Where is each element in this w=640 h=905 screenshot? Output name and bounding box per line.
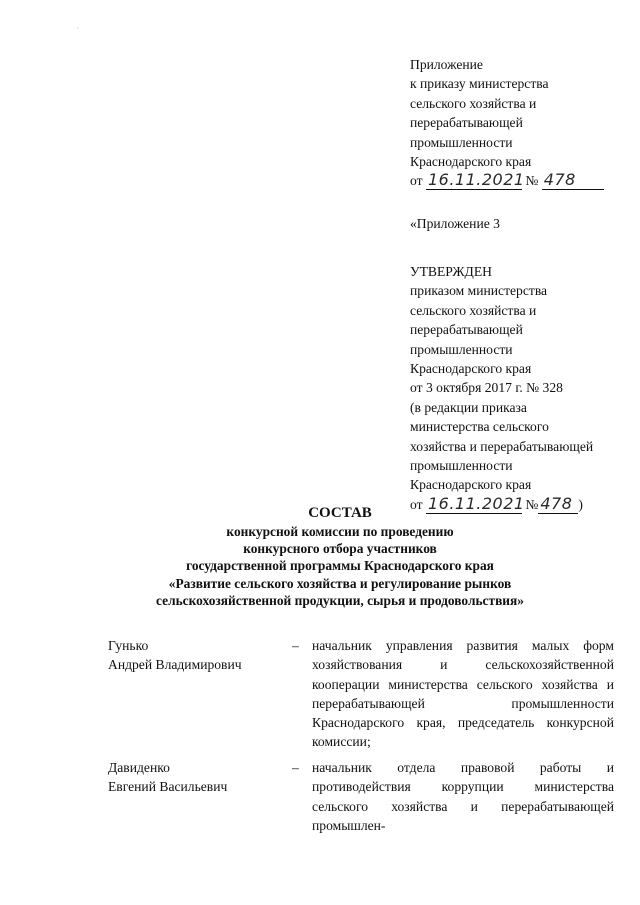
title-line: государственной программы Краснодарского края [186,558,494,574]
document-title [60,504,620,609]
approved-heading: УТВЕРЖДЕН [410,264,492,279]
number-label: № [525,173,539,189]
appendix-header-line: сельского хозяйства и [410,95,537,111]
member-given-name: Евгений Васильевич [108,779,228,795]
handwritten-date: 16.11.2021 [427,170,525,190]
appendix-reference-text: «Приложение 3 [410,216,500,231]
title-main: СОСТАВ [308,505,372,521]
appendix-header-line: к приказу министерства [410,76,549,92]
approved-line: (в редакции приказа [410,399,527,415]
approved-line: хозяйства и перерабатывающей [410,438,594,454]
member-name [108,758,278,797]
approved-line: промышленности [410,341,513,357]
member-description: начальник управления развития малых форм хозяйствования и сельскохозяйственной кооперации министерства сельского хозяйства и перерабатывающей промышленности Краснодарского края, председатель конкурсной комиссии; [312,638,614,750]
member-dash: – [292,760,299,775]
from-label: от [410,496,423,512]
member-description: начальник отдела правовой работы и противодействия коррупции министерства сельского хозяйства и перерабатывающей промышлен- [312,760,614,833]
member-surname: Гунько [108,638,149,653]
approved-line: перерабатывающей [410,322,523,338]
appendix-date-line [410,171,604,190]
handwritten-date: 16.11.2021 [427,493,525,513]
appendix-header-line: промышленности [410,134,513,150]
appendix-header-line: перерабатывающей [410,115,523,131]
member-given-name: Андрей Владимирович [108,657,242,673]
number-label: № [525,496,539,512]
approved-line: от 3 октября 2017 г. № 328 [410,380,563,396]
approved-line: сельского хозяйства и [410,302,537,318]
approved-line: приказом министерства [410,283,548,299]
from-label: от [410,173,423,189]
handwritten-number: 478 [543,170,576,190]
title-line: «Развитие сельского хозяйства и регулирование рынков [168,575,512,591]
date-field [426,170,525,190]
member-dash: – [292,638,299,653]
member-surname: Давиденко [108,760,170,775]
appendix-header-line: Краснодарского края [410,154,532,170]
title-line: конкурсной комиссии по проведению [226,524,454,539]
appendix-header-line: Приложение [410,57,483,72]
handwritten-number: 478 [540,493,573,513]
closing-paren: ) [578,496,583,512]
approved-block [410,262,593,514]
approved-line: Краснодарского края [410,477,532,493]
approved-line: Краснодарского края [410,361,532,377]
title-line: конкурсного отбора участников [243,541,437,557]
approved-line: министерства сельского [410,419,549,435]
title-line: сельскохозяйственной продукции, сырья и продовольствия» [156,592,524,608]
appendix-reference [410,214,500,233]
appendix-header [410,55,604,191]
number-field [542,172,604,190]
member-name [108,636,278,675]
scan-mark: ˙ [76,26,79,35]
approved-line: промышленности [410,458,513,474]
